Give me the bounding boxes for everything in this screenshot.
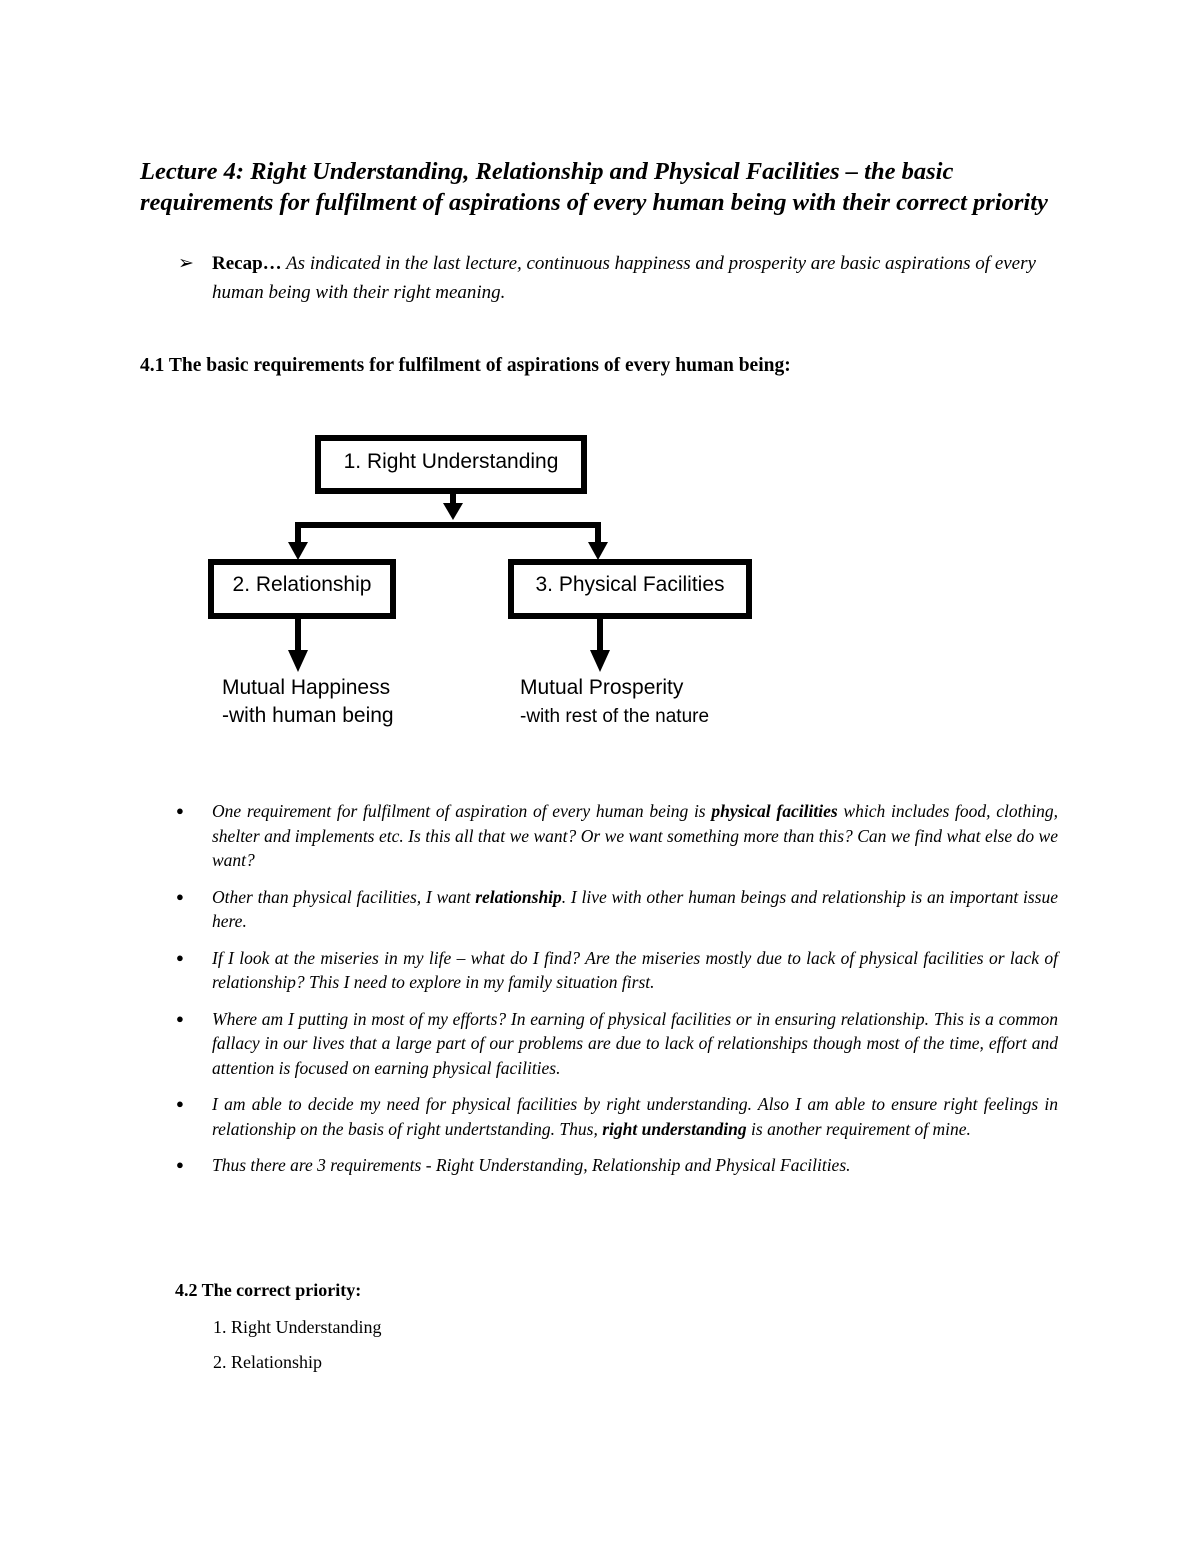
bullet-icon: ● — [176, 1010, 184, 1026]
arrow-down-icon — [590, 650, 610, 672]
arrow-down-icon — [588, 542, 608, 560]
priority-item-1: 1. Right Understanding — [213, 1317, 382, 1337]
list-item: ● I am able to decide my need for physical facilities by right understanding. Also I am able to ensure right feelings in relationship on the basis of right undertstanding. Thus, right understanding is another requirement of mine. — [176, 1094, 1058, 1139]
list-item: ● Other than physical facilities, I want relationship. I live with other human beings and relationship is an important issue here. — [176, 886, 1058, 931]
lecture-title: Lecture 4: Right Understanding, Relationship and Physical Facilities – the basic requirements for fulfilment of aspirations of every human being with their correct priority — [140, 158, 1048, 216]
arrow-down-icon — [288, 542, 308, 560]
requirements-bullet-list — [170, 799, 1058, 1190]
list-item: ● One requirement for fulfilment of aspiration of every human being is physical facilities which includes food, clothing, shelter and implements etc. Is this all that we want? Or we want something more than this? Can we find what else do we want? — [176, 801, 1058, 870]
mutual-prosperity-label: Mutual Prosperity — [520, 676, 684, 699]
mutual-prosperity-sub: -with rest of the nature — [520, 706, 710, 727]
list-item: ● Thus there are 3 requirements - Right Understanding, Relationship and Physical Facilities. — [170, 1153, 1058, 1178]
box1-label: 1. Right Understanding — [343, 450, 559, 473]
section-heading-4-2: 4.2 The correct priority: — [175, 1280, 362, 1300]
bullet-icon: ● — [176, 949, 184, 965]
mutual-happiness-sub: -with human being — [222, 704, 394, 727]
section-heading-4-1: 4.1 The basic requirements for fulfilment of aspirations of every human being: — [140, 355, 791, 376]
bullet-icon: ● — [176, 1157, 184, 1172]
box2-label: 2. Relationship — [232, 573, 372, 596]
connector-lines — [298, 491, 600, 652]
bullet-icon: ● — [176, 888, 184, 904]
arrow-down-icon — [288, 650, 308, 672]
arrow-bullet-icon: ➢ — [178, 253, 194, 274]
bullet-icon: ● — [176, 1096, 184, 1111]
recap-text: As indicated in the last lecture, continuous happiness and prosperity are basic aspirations of every human being with their right meaning. — [212, 253, 1036, 303]
arrow-down-icon — [443, 503, 463, 520]
box3-label: 3. Physical Facilities — [535, 573, 725, 596]
mutual-happiness-label: Mutual Happiness — [222, 676, 391, 699]
list-item: ● Where am I putting in most of my efforts? In earning of physical facilities or in ensuring relationship. This is a common fallacy in our lives that a large part of our problems are due to lack of relationships though most of the time, effort and attention is focused on earning physical facilities. — [176, 1008, 1058, 1078]
priority-item-2: 2. Relationship — [213, 1352, 322, 1372]
requirements-diagram — [0, 0, 1200, 760]
bullet-icon: ● — [176, 803, 184, 818]
list-item: ● If I look at the miseries in my life – what do I find? Are the miseries mostly due to lack of physical facilities or lack of relationship? This I need to explore in my family situation first. — [176, 947, 1058, 992]
recap-label: Recap… — [212, 253, 282, 274]
